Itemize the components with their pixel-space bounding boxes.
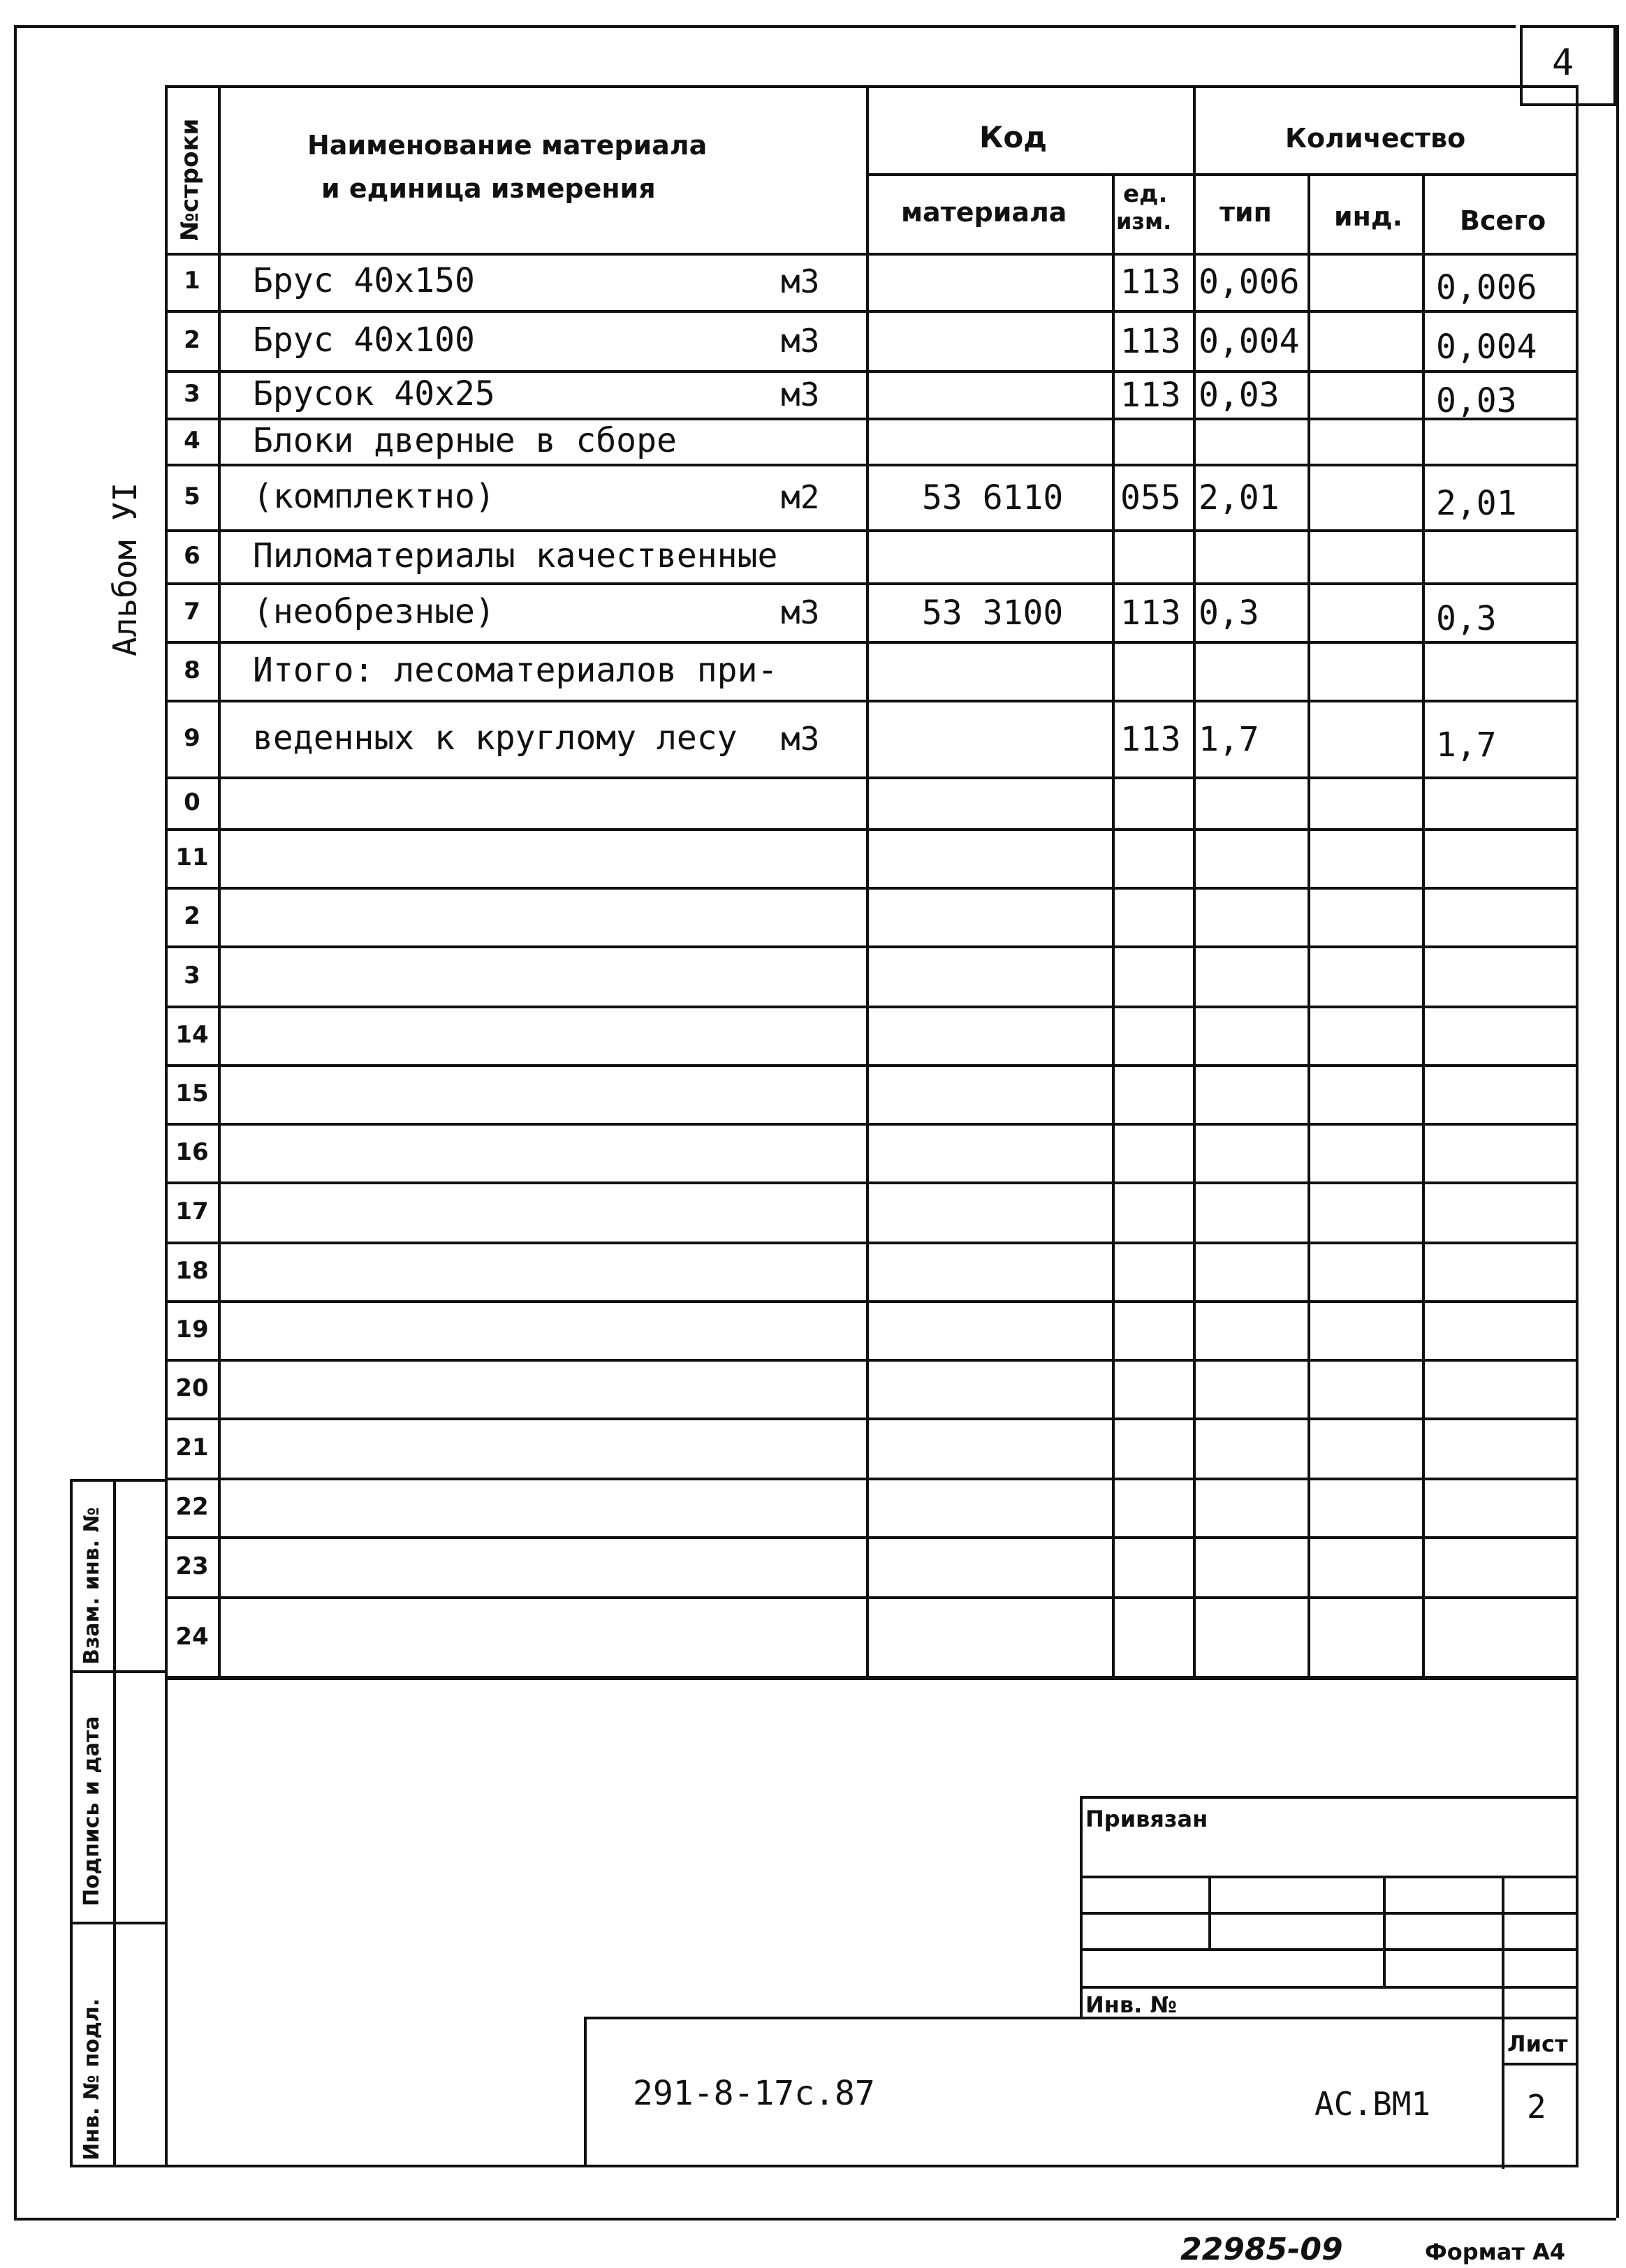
row-qty-total: 0,004 [1436,327,1537,367]
row-rule [165,582,1579,585]
row-number: 23 [175,1552,209,1580]
col-sep-unitcode [1193,85,1196,1679]
header-unit-line1: ед. [1123,180,1168,208]
col-sep-name [866,85,869,1679]
side-inv-podl: Инв. № подл. [80,1998,104,2160]
row-qty-total: 2,01 [1436,484,1517,523]
row-rule [165,887,1579,890]
row-number: 15 [175,1080,209,1107]
row-rule [165,310,1579,313]
row-qty-type: 0,004 [1199,322,1300,361]
col-sep-type [1308,173,1310,1679]
row-material-name: Брусок 40х25 [253,374,495,413]
header-name-line2: и единица измерения [321,173,656,204]
row-number: 9 [184,724,200,752]
row-rule [165,1536,1579,1539]
row-unit-code: 113 [1120,594,1181,633]
row-unit-code: 055 [1120,478,1181,517]
header-material: материала [901,197,1067,228]
header-code: Код [979,120,1048,154]
outer-frame-bottom [14,2218,1616,2221]
header-subline-code [866,173,1579,176]
row-rule [165,1359,1579,1362]
row-number: 20 [175,1374,209,1402]
side-stamp-line1 [70,1670,168,1673]
row-material-name: Итого: лесоматериалов при- [253,651,778,690]
row-rule [165,776,1579,779]
row-rule [165,700,1579,702]
row-number: 2 [184,326,200,354]
row-qty-type: 2,01 [1199,478,1280,517]
row-unit: м3 [781,376,820,413]
row-unit: м3 [781,263,820,300]
row-qty-type: 0,3 [1199,594,1259,633]
header-bottom [218,253,1579,256]
row-number: 2 [184,902,200,930]
row-number: 24 [175,1623,209,1651]
row-qty-total: 1,7 [1436,726,1497,765]
row-number: 3 [184,962,200,989]
row-number: 4 [184,427,200,455]
row-rule [165,1242,1579,1244]
row-unit-code: 113 [1120,263,1181,302]
row-material-name: Брус 40х100 [253,321,475,360]
sheet-number: 2 [1527,2088,1546,2126]
sheet-label-line [1502,2063,1579,2066]
row-qty-total: 0,006 [1436,268,1537,307]
row-rule [165,1181,1579,1184]
row-material-code: 53 6110 [922,478,1064,517]
row-qty-total: 0,03 [1436,381,1517,420]
row-number: 21 [175,1434,209,1461]
sheet-label: Лист [1507,2031,1568,2057]
row-unit: м3 [781,322,820,360]
header-bottom-rownum [165,253,221,256]
row-unit: м3 [781,720,820,758]
row-number: 14 [175,1021,209,1049]
row-number: 22 [175,1493,209,1521]
row-number: 19 [175,1316,209,1343]
row-unit-code: 113 [1120,376,1181,415]
footer-format: Формат А4 [1425,2239,1566,2265]
row-material-name: Брус 40х150 [253,261,475,300]
doc-code: 291-8-17с.87 [633,2074,875,2113]
row-rule [165,529,1579,532]
header-unit-line2: изм. [1116,208,1172,235]
row-rule [165,1064,1579,1067]
row-unit-code: 113 [1120,720,1181,759]
inv-no-label: Инв. № [1085,1991,1177,2018]
row-unit: м2 [781,478,820,516]
row-material-name: Блоки дверные в сборе [253,421,677,460]
row-rule [165,1478,1579,1480]
row-number: 1 [184,267,200,295]
side-vzam-inv: Взам. инв. № [80,1507,104,1665]
row-number: 3 [184,380,200,408]
row-number: 18 [175,1257,209,1285]
privyazan-label: Привязан [1085,1806,1208,1832]
header-total: Всего [1460,205,1546,236]
privyazan-vsep2 [1383,1876,1386,1986]
outer-frame-top [14,25,1516,28]
row-material-name: Пиломатериалы качественные [253,536,778,575]
header-name-line1: Наименование материала [307,130,708,161]
row-rule [165,370,1579,373]
row-rule [165,1006,1579,1008]
row-material-code: 53 3100 [922,594,1064,633]
row-material-name: (необрезные) [253,592,495,631]
row-rule [165,1418,1579,1420]
row-rule [165,1596,1579,1599]
privyazan-vsep1 [1208,1876,1211,1950]
row-rule [165,828,1579,831]
row-number: 11 [175,844,209,871]
col-sep-ind [1422,173,1425,1679]
row-number: 5 [184,483,200,510]
side-sign-date: Подпись и дата [80,1716,104,1906]
row-number: 6 [184,542,200,570]
row-unit-code: 113 [1120,322,1181,361]
col-sep-rownum [218,85,221,1679]
row-qty-total: 0,3 [1436,599,1497,638]
row-number: 8 [184,656,200,684]
row-material-name: (комплектно) [253,477,495,516]
col-sep-code [1112,173,1115,1679]
row-qty-type: 0,03 [1199,376,1280,415]
side-stamp-sep [113,1479,116,2167]
header-individual: инд. [1334,201,1403,232]
row-number: 7 [184,598,200,626]
doc-mark: АС.ВМ1 [1314,2085,1431,2123]
row-number: 0 [184,788,200,816]
side-stamp-line2 [70,1922,168,1924]
header-quantity: Количество [1285,123,1466,154]
row-qty-type: 1,7 [1199,720,1259,759]
header-row-label: №строки [176,118,204,241]
row-rule [165,1123,1579,1126]
row-material-name: веденных к круглому лесу [253,719,738,758]
row-rule [165,418,1579,420]
row-rule [165,464,1579,466]
row-number: 16 [175,1138,209,1166]
footer-number: 22985-09 [1180,2232,1343,2267]
row-rule [165,945,1579,948]
album-label: Альбом УI [106,482,144,656]
row-rule [165,641,1579,644]
row-qty-type: 0,006 [1199,263,1300,302]
header-type: тип [1220,197,1272,228]
row-unit: м3 [781,594,820,631]
row-rule [165,1300,1579,1303]
row-number: 17 [175,1198,209,1225]
page-number: 4 [1552,42,1574,84]
